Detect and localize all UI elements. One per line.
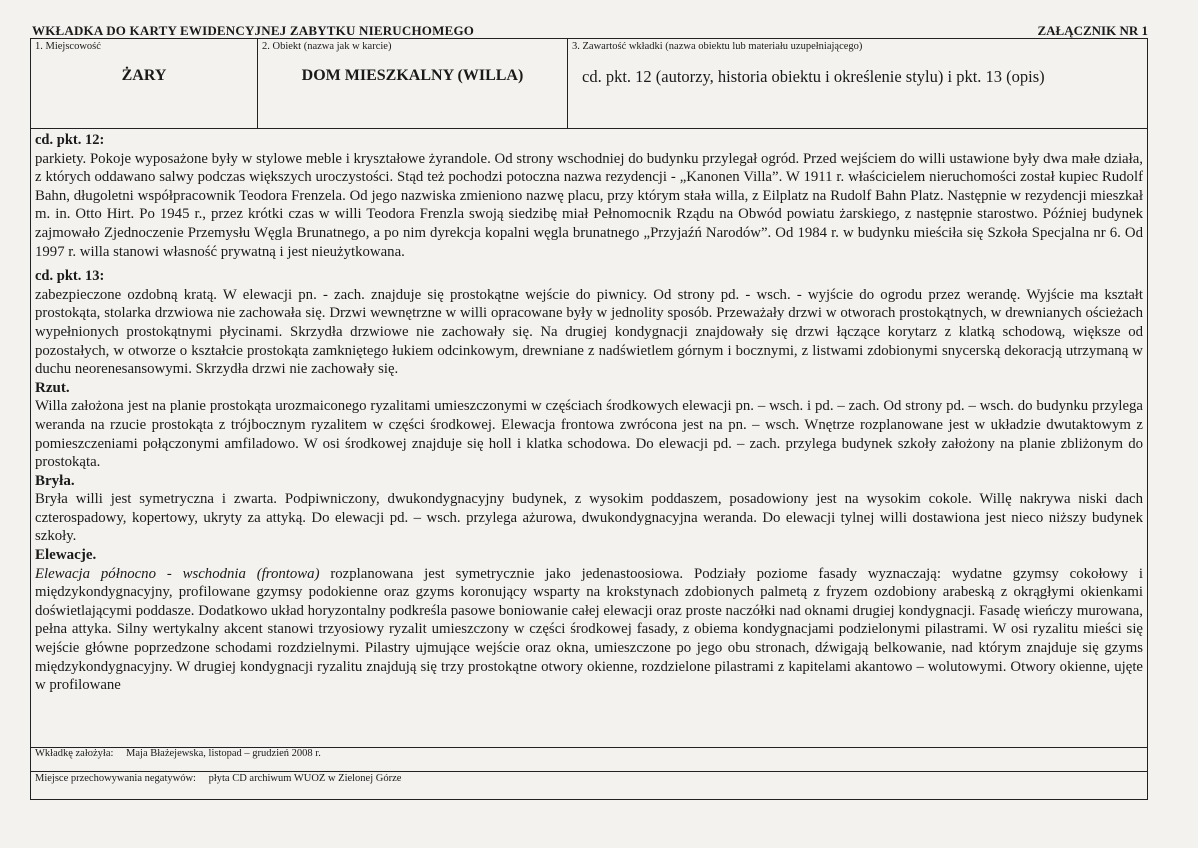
place-cell <box>31 39 258 128</box>
content-label: 3. Zawartość wkładki (nazwa obiektu lub materiału uzupełniającego) <box>572 41 863 52</box>
storage-value: płyta CD archiwum WUOZ w Zielonej Górze <box>208 773 402 784</box>
annex-label: ZAŁĄCZNIK NR 1 <box>1037 23 1148 38</box>
storage-label: Miejsce przechowywania negatywów: <box>35 773 196 784</box>
content-value: cd. pkt. 12 (autorzy, historia obiektu i określenie stylu) i pkt. 13 (opis) <box>582 67 1045 86</box>
elewacje-italic: Elewacja północno - wschodnia (frontowa) <box>35 565 320 582</box>
rzut-text: Willa założona jest na planie prostokąta urozmaiconego ryzalitami umieszczonymi w częściach środkowych elewacji pn. – wsch. i pd. – zach. Od strony pd. – wsch. do budynku przylega weranda na rzucie prostokąta z trójbocznym ryzalitem w części środkowej. Elewacja frontowa zwrócona jest na pn. – wsch. Wnętrze rozplanowane jest w układzie dwutaktowym z pomieszczeniami połączonymi amfiladowo. W osi środkowej znajduje się holl i klatka schodowa. Do elewacji pd. – zach. przylega budynek szkoły założony na planie zbliżonym do prostokąta. <box>35 398 1143 471</box>
elewacje-text: rozplanowana jest symetrycznie jako jedenastoosiowa. Podziały poziome fasady wyznaczają: wydatne gzymsy cokołowy i międzykondygnacyjny, profilowane gzymsy podokienne oraz gzyms koronujący wsparty na krokstynach zdobionych palmetą z fryzem ozdobiony arabeską z okrągłymi okienkami doświetlającymi poddasze. Dodatkowo układ horyzontalny podkreśla pasowe boniowanie całej elewacji oraz proste naczółki nad oknami drugiej kondygnacji. Fasadę wieńczy murowana, pełna attyka. Silny wertykalny akcent stanowi trzyosiowy ryzalit umieszczony w części środkowej fasady, z obiema kondygnacjami podzielonymi pilastrami. W osi ryzalitu mieści się wejście główne poprzedzone schodami rozdzielnymi. Pilastry ujmujące wejście oraz okna, umieszczone po jego obu stronach, dźwigają belkowanie, nad którym znajduje się gzyms międzykondygnacyjny. W drugiej kondygnacji ryzalitu znajdują się trzy prostokątne otwory okienne, rozdzielone pilastrami z kapitelami akantowo – wolutowymi. Otwory okienne, ujęte w profilowane <box>35 565 1143 694</box>
bryla-heading: Bryła. <box>35 472 75 489</box>
place-label: 1. Miejscowość <box>35 41 101 52</box>
rzut-heading: Rzut. <box>35 379 70 396</box>
object-cell <box>258 39 568 128</box>
header-fields <box>31 39 1147 129</box>
place-value: ŻARY <box>121 67 167 84</box>
section12-heading: cd. pkt. 12: <box>35 132 105 148</box>
document-title: WKŁADKA DO KARTY EWIDENCYJNEJ ZABYTKU NIERUCHOMEGO <box>32 23 475 38</box>
section13-text: zabezpieczone ozdobną kratą. W elewacji pn. - zach. znajduje się prostokątne wejście do piwnicy. Od strony pd. - wsch. - wyjście do ogrodu przez werandę. Wyjście ma kształt prostokąta, stolarka drzwiowa nie zachowała się. Drzwi wewnętrzne w willi opracowane były w jednolity sposób. Przeważały drzwi w otworach prostokątnych, w drewnianych ościeżach wypełnionych prostokątnymi płycinami. Skrzydła drzwiowe nie zachowały się. Na drugiej kondygnacji znajdowały się drzwi łączące korytarz z klatką schodową, większe od pozostałych, w otworze o kształcie prostokąta zamkniętego łukiem odcinkowym, drewniane z nadświetlem górnym i bocznymi, z listwami zdobionymi snycerską dekoracją utrzymaną w duchu neorenesansowymi. Skrzydła drzwi nie zachowały się. <box>35 286 1143 378</box>
bryla-text: Bryła willi jest symetryczna i zwarta. Podpiwniczony, dwukondygnacyjny budynek, z wysokim poddaszem, posadowiony jest na wysokim cokole. Willę nakrywa niski dach czterospadowy, kopertowy, ukryty za attyką. Do elewacji pd. – wsch. przylega ażurowa, dwukondygnacyjna weranda. Do elewacji tylnej willi dostawiona jest nieco niższy budynek szkoły. <box>35 491 1143 545</box>
author-value: Maja Błażejewska, listopad – grudzień 2008 r. <box>126 748 321 759</box>
object-label: 2. Obiekt (nazwa jak w karcie) <box>262 41 392 52</box>
section12-text: parkiety. Pokoje wyposażone były w stylowe meble i kryształowe żyrandole. Od strony wschodniej do budynku przylegał ogród. Przed wejściem do willi ustawione były dwa małe działa, z których oddawano salwy podczas większych uroczystości. Stąd też pochodzi potoczna nazwa rezydencji - „Kanonen Villa”. W 1911 r. właścicielem nieruchomości został kupiec Rudolf Bahn, długoletni współpracownik Teodora Frenzela. Od jego nazwiska zmieniono nazwę placu, przy którym stała willa, z Eilplatz na Rudolf Bahn Platz. Następnie w rezydencji mieszkał m. in. Otto Hirt. Po 1945 r., przez krótki czas w willi Teodora Frenzla swoją siedzibę miał Pełnomocnik Rządu na Obwód powiatu żarskiego, z następnie starostwo. Później budynek zajmowało Zjednoczenie Przemysłu Węgla Brunatnego, a po nim dyrekcja kopalni węgla brunatnego „Przyjaźń Narodów”. Od 1984 r. w budynku mieściła się Szkoła Specjalna nr 6. Od 1997 r. willa stanowi własność prywatną i jest nieużytkowana. <box>35 150 1143 260</box>
author-row <box>35 748 321 759</box>
elewacje-heading: Elewacje. <box>35 547 97 564</box>
object-value: DOM MIESZKALNY (WILLA) <box>301 67 524 84</box>
form-frame <box>30 38 1148 800</box>
elewacje-paragraph <box>35 565 1143 695</box>
body-text <box>35 129 1143 695</box>
footer-divider-2 <box>31 771 1147 772</box>
content-cell <box>568 39 1149 128</box>
storage-row <box>35 773 401 784</box>
author-label: Wkładkę założyła: <box>35 748 114 759</box>
section13-heading: cd. pkt. 13: <box>35 268 105 285</box>
